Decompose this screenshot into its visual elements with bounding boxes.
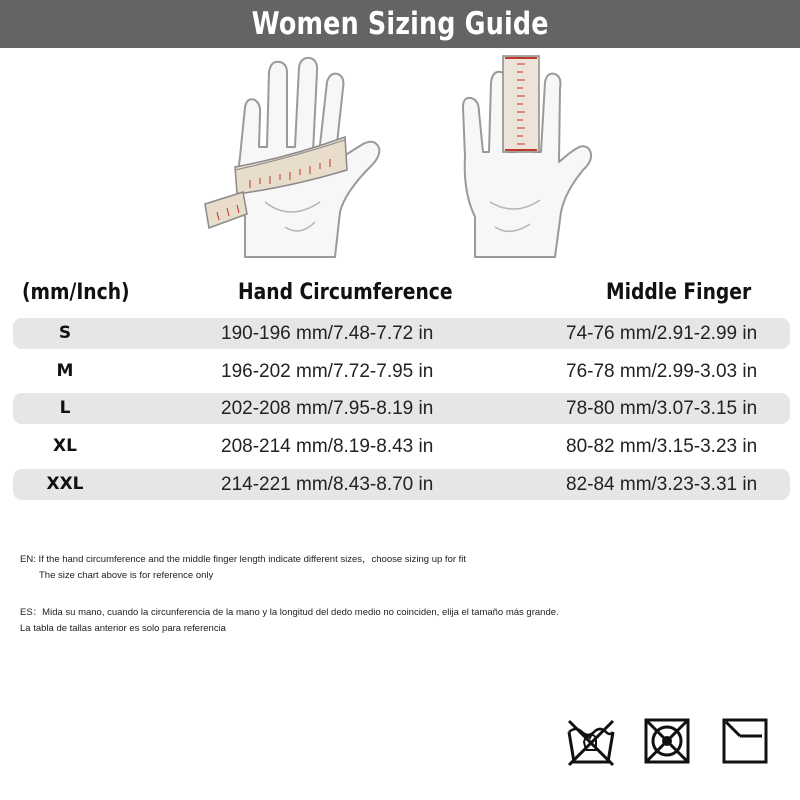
table-row — [13, 431, 790, 462]
size-label: M — [56, 361, 74, 381]
spanish-note-line1: ES：Mida su mano, cuando la circunferencia de la mano y la longitud del dedo medio no coinciden, elija el tamaño más grande. — [20, 607, 559, 618]
middle-finger-value: 74-76 mm/2.91-2.99 in — [566, 323, 758, 344]
middle-finger-value: 78-80 mm/3.07-3.15 in — [566, 398, 758, 419]
middle-finger-value: 80-82 mm/3.15-3.23 in — [566, 436, 758, 457]
size-label: XL — [53, 436, 77, 456]
middle-finger-measure-illustration — [455, 52, 595, 267]
size-label: L — [59, 398, 71, 418]
english-note-line1: EN: If the hand circumference and the middle finger length indicate different sizes，choose sizing up for fit — [20, 554, 467, 565]
title-bar — [0, 0, 800, 48]
size-label: XXL — [46, 474, 84, 494]
header-unit: (mm/Inch) — [22, 280, 130, 305]
hand-circumference-value: 202-208 mm/7.95-8.19 in — [221, 398, 434, 419]
header-hand-circumference: Hand Circumference — [238, 280, 453, 305]
hand-circumference-value: 208-214 mm/8.19-8.43 in — [221, 436, 434, 457]
do-not-wash-icon — [566, 718, 616, 768]
size-label: S — [58, 323, 72, 343]
table-row — [13, 356, 790, 387]
spanish-note-line2: La tabla de tallas anterior es solo para referencia — [20, 623, 226, 634]
table-row — [13, 469, 790, 500]
header-middle-finger: Middle Finger — [606, 280, 752, 305]
table-row — [13, 318, 790, 349]
page-title: Women Sizing Guide — [251, 6, 549, 42]
middle-finger-value: 76-78 mm/2.99-3.03 in — [566, 361, 758, 382]
english-note-line2: The size chart above is for reference only — [39, 570, 214, 581]
table-row — [13, 393, 790, 424]
hand-circumference-value: 214-221 mm/8.43-8.70 in — [221, 474, 434, 495]
hand-circumference-measure-illustration — [195, 52, 385, 267]
middle-finger-value: 82-84 mm/3.23-3.31 in — [566, 474, 758, 495]
hand-circumference-value: 196-202 mm/7.72-7.95 in — [221, 361, 434, 382]
line-dry-icon — [722, 718, 768, 764]
english-note — [20, 552, 466, 584]
do-not-tumble-dry-icon — [644, 718, 690, 764]
hand-circumference-value: 190-196 mm/7.48-7.72 in — [221, 323, 434, 344]
spanish-note — [20, 605, 559, 637]
